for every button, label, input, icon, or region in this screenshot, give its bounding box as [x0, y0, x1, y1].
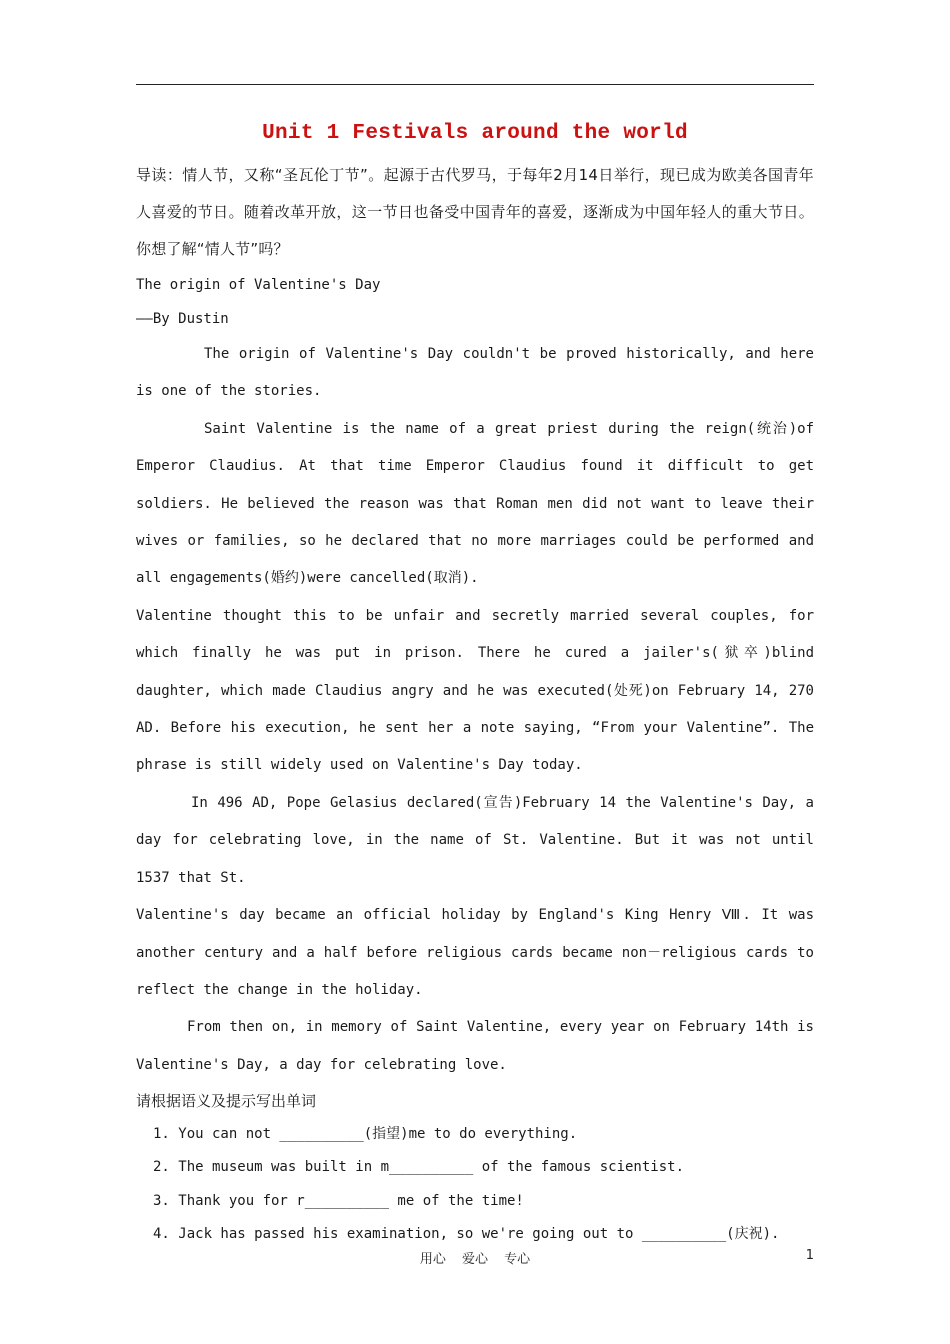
exercise-instruction: 请根据语义及提示写出单词 [136, 1092, 317, 1111]
exercise-item-3: 3. Thank you for r__________ me of the time! [153, 1192, 524, 1209]
exercise-item-1: 1. You can not __________(指望)me to do everything. [153, 1126, 578, 1143]
article-paragraph-1: The origin of Valentine's Day couldn't be proved historically, and here is one of the stories. [136, 346, 814, 400]
intro-paragraph: 导读：情人节，又称“圣瓦伦丁节”。起源于古代罗马，于每年2月14日举行，现已成为欧美各国青年人喜爱的节日。随着改革开放，这一节日也备受中国青年的喜爱，逐渐成为中国年轻人的重大节日。你想了解“情人节”吗？ [136, 166, 814, 258]
article-paragraph-5: Valentine's day became an official holiday by England's King Henry Ⅷ. It was another century and a half before religious cards became non－religious cards to reflect the change in the holiday. [136, 907, 814, 998]
article-byline: ——By Dustin [136, 311, 229, 327]
page-number: 1 [805, 1248, 814, 1263]
footer-motto: 用心 爱心 专心 [419, 1252, 531, 1267]
article-heading: The origin of Valentine's Day [136, 277, 381, 293]
article-paragraph-2: Saint Valentine is the name of a great priest during the reign(统治)of Emperor Claudius. At that time Emperor Claudius found it difficult to get soldiers. He believed the reason was that Roman men did not want to leave their wives or families, so he declared that no more marriages could be performed and all engagements(婚约)were cancelled(取消). [136, 420, 814, 587]
exercise-item-4: 4. Jack has passed his examination, so we're going out to __________(庆祝). [153, 1226, 780, 1243]
page-title: Unit 1 Festivals around the world [262, 122, 688, 145]
article-paragraph-3: Valentine thought this to be unfair and secretly married several couples, for which finally he was put in prison. There he cured a jailer's(狱卒)blind daughter, which made Claudius angry and he was executed(处死)on February 14, 270 AD. Before his execution, he sent her a note saying, “From your Valentine”. The phrase is still widely used on Valentine's Day today. [136, 607, 814, 774]
header-rule [136, 84, 814, 85]
article-paragraph-6: From then on, in memory of Saint Valentine, every year on February 14th is Valentine's Day, a day for celebrating love. [136, 1019, 814, 1073]
article-paragraph-4: In 496 AD, Pope Gelasius declared(宣告)February 14 the Valentine's Day, a day for celebrating love, in the name of St. Valentine. But it was not until 1537 that St. [136, 794, 814, 886]
exercise-item-2: 2. The museum was built in m__________ of the famous scientist. [153, 1159, 685, 1176]
document-body [136, 157, 814, 1251]
